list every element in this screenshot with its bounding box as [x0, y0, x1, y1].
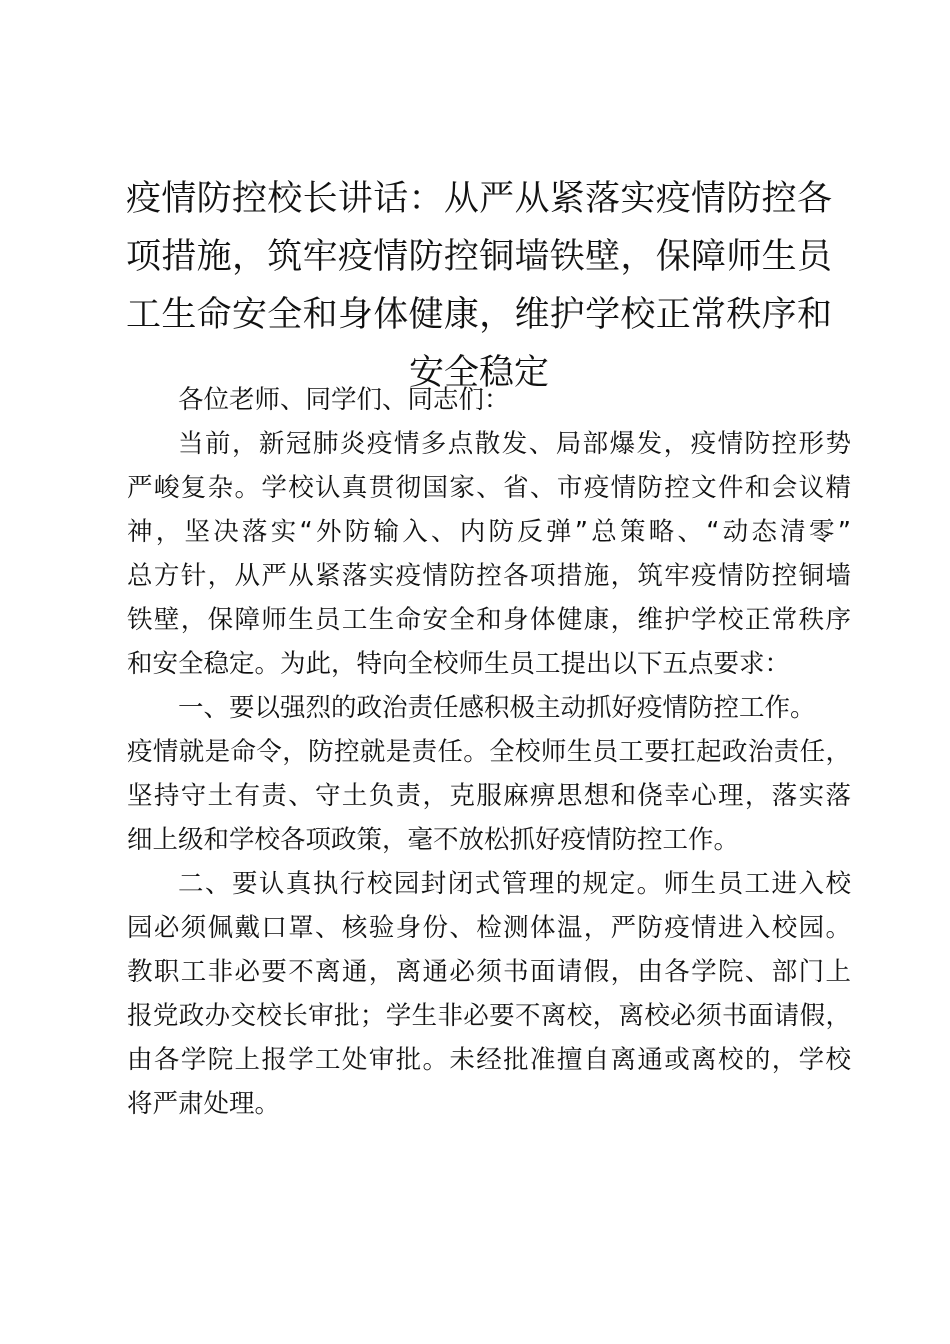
title-line: 安全稳定	[408, 353, 549, 393]
text-line: 教职工非必要不离通，离通必须书面请假，由各学院、部门上	[127, 957, 851, 987]
text-line: 铁壁，保障师生员工生命安全和身体健康，维护学校正常秩序	[127, 605, 851, 635]
title-line: 疫情防控校长讲话：从严从紧落实疫情防控各	[126, 179, 832, 219]
paragraph-point-two	[127, 862, 851, 1126]
text-line: 当前，新冠肺炎疫情多点散发、局部爆发，疫情防控形势	[178, 429, 851, 459]
text-line: 和安全稳定。为此，特向全校师生员工提出以下五点要求：	[127, 649, 791, 679]
text-line: 坚持守土有责、守土负责，克服麻痹思想和侥幸心理，落实落	[127, 781, 851, 811]
text-line: 园必须佩戴口罩、核验身份、检测体温，严防疫情进入校园。	[127, 913, 851, 943]
document-body	[127, 378, 851, 1126]
text-line: 神，坚决落实“外防输入、内防反弹”总策略、“动态清零”	[127, 517, 851, 547]
salutation: 各位老师、同学们、同志们：	[178, 385, 510, 415]
text-line: 将严肃处理。	[127, 1089, 281, 1119]
text-line: 由各学院上报学工处审批。未经批准擅自离通或离校的，学校	[127, 1045, 851, 1075]
text-line: 二、要认真执行校园封闭式管理的规定。师生员工进入校	[178, 869, 851, 899]
text-line: 报党政办交校长审批；学生非必要不离校，离校必须书面请假，	[127, 1001, 851, 1031]
paragraph-point-one	[127, 686, 851, 862]
text-line: 细上级和学校各项政策，毫不放松抓好疫情防控工作。	[127, 825, 740, 855]
text-line: 疫情就是命令，防控就是责任。全校师生员工要扛起政治责任，	[127, 737, 851, 767]
document-title	[126, 170, 832, 402]
text-line: 一、要以强烈的政治责任感积极主动抓好疫情防控工作。	[178, 693, 816, 723]
title-line: 工生命安全和身体健康，维护学校正常秩序和	[126, 295, 832, 335]
text-line: 严峻复杂。学校认真贯彻国家、省、市疫情防控文件和会议精	[127, 473, 851, 503]
text-line: 总方针，从严从紧落实疫情防控各项措施，筑牢疫情防控铜墙	[127, 561, 851, 591]
title-line: 项措施，筑牢疫情防控铜墙铁壁，保障师生员	[126, 237, 832, 277]
paragraph-intro	[127, 422, 851, 686]
